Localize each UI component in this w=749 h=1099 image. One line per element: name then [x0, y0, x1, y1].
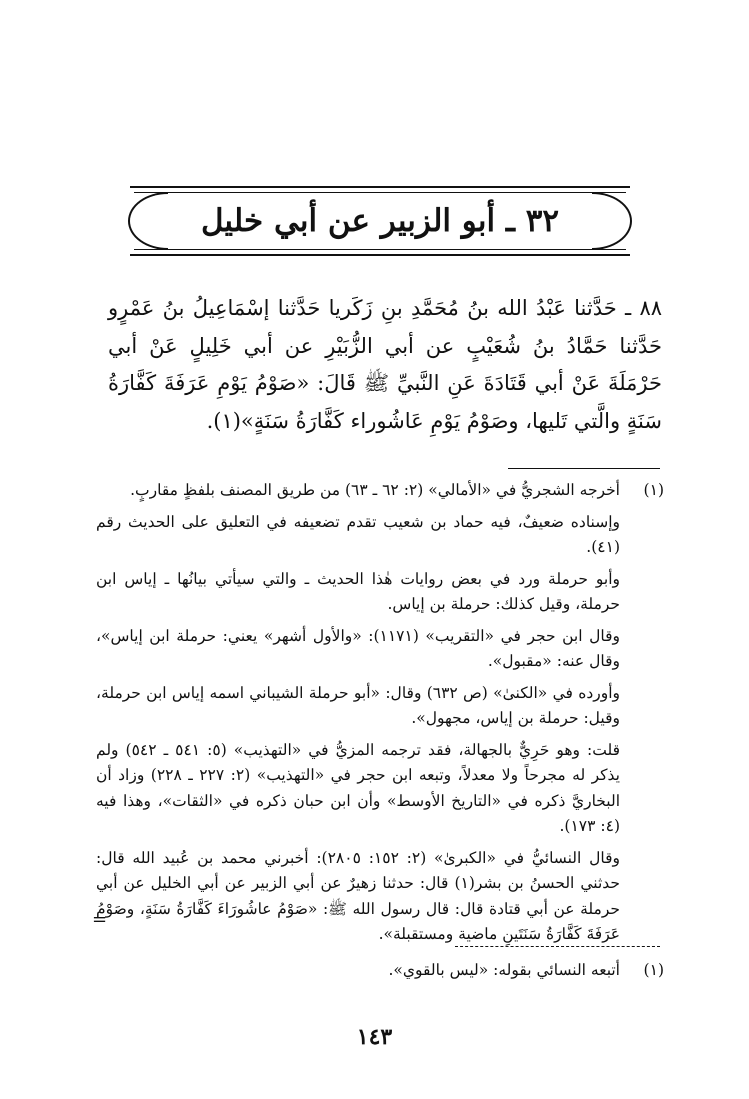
chapter-title-box — [130, 186, 630, 256]
footnote-paragraph: أخرجه الشجريُّ في «الأمالي» (٢: ٦٢ ـ ٦٣) من طريق المصنف بلفظٍ مقاربٍ. — [130, 481, 620, 499]
footnote-paragraph: وقال ابن حجر في «التقريب» (١١٧١): «والأول أشهر» يعني: حرملة ابن إياس»، وقال عنه: «مقبول». — [96, 626, 620, 670]
sub-footnote-marker: (١) — [643, 961, 664, 979]
footnote-paragraph: قلت: وهو حَرِيٌّ بالجهالة، فقد ترجمه المزيُّ في «التهذيب» (٥: ٥٤١ ـ ٥٤٢) ولم يذكر له مجرحاً ولا معدلاً، وتبعه ابن حجر في «التهذيب» (٢: ٢٢٧ ـ ٢٢٨) وزاد أن البخاريَّ ذكره في «التاريخ الأوسط» وأن ابن حبان ذكره في «الثقات»، وهذا فيه (٤: ١٧٣). — [96, 740, 620, 835]
right-bracket-ornament — [592, 192, 632, 250]
hadith-text: ٨٨ ـ حَدَّثنا عَبْدُ الله بنُ مُحَمَّدِ بنِ زَكَريا حَدَّثنا إسْمَاعِيلُ بنُ عَمْرٍو حَدَّثنا حَمَّادُ بنُ شُعَيْبٍ عن أبي الزُّبَيْرِ عن أبي خَلِيلٍ عَنْ أبي حَرْمَلَةَ عَنْ أبي قَتَادَةَ عَنِ النَّبيِّ ﷺ قَالَ: «صَوْمُ يَوْمِ عَرَفَةَ كَفَّارَةُ سَنَةٍ والَّتي تَليها، وصَوْمُ يَوْمِ عَاشُوراء كَفَّارَةُ سَنَةٍ»(١). — [108, 296, 662, 433]
footnote-1 — [96, 478, 664, 948]
chapter-title: ٣٢ ـ أبو الزبير عن أبي خليل — [200, 203, 560, 239]
page-number: ١٤٣ — [356, 1024, 393, 1050]
left-bracket-ornament — [128, 192, 168, 250]
footnote-body — [96, 478, 620, 948]
sub-footnote — [96, 958, 664, 983]
footnote-paragraph: وأبو حرملة ورد في بعض روايات هٰذا الحديث ـ والتي سيأتي بيانُها ـ إياس ابن حرملة، وقيل كذلك: حرملة بن إياس. — [96, 569, 620, 613]
footnotes-block — [96, 478, 664, 948]
sub-footnote-text: أتبعه النسائي بقوله: «ليس بالقوي». — [388, 961, 620, 979]
footnote-paragraph: وقال النسائيُّ في «الكبرىٰ» (٢: ١٥٢: ٢٨٠٥): أخبرني محمد بن عُبيد الله قال: حدثني الحسنُ بن بشر(١) قال: حدثنا زهيرٌ عن أبي الزبير عن أبي الخليل عن أبي حرملة عن أبي قتادة قال: قال رسول الله ﷺ: «صَوْمُ عاشُورَاءَ كَفَّارَةُ سَنَةٍ، وصَوْمُ عَرَفَةَ كَفَّارَةُ سَنَتَينِ ماضية ومستقبلة». — [96, 848, 620, 943]
sub-footnote-dashed-rule — [455, 946, 660, 947]
footnote-separator-rule — [508, 468, 660, 469]
continuation-mark: = — [92, 909, 108, 930]
footnote-paragraph: وأورده في «الكنىٰ» (ص ٦٣٢) وقال: «أبو حرملة الشيباني اسمه إياس ابن حرملة، وقيل: حرملة بن إياس، مجهول». — [96, 683, 620, 727]
footnote-paragraph: وإسناده ضعيفٌ، فيه حماد بن شعيب تقدم تضعيفه في التعليق على الحديث رقم (٤١). — [96, 512, 620, 556]
footnote-marker: (١) — [643, 481, 664, 499]
sub-footnote-row — [96, 958, 664, 983]
